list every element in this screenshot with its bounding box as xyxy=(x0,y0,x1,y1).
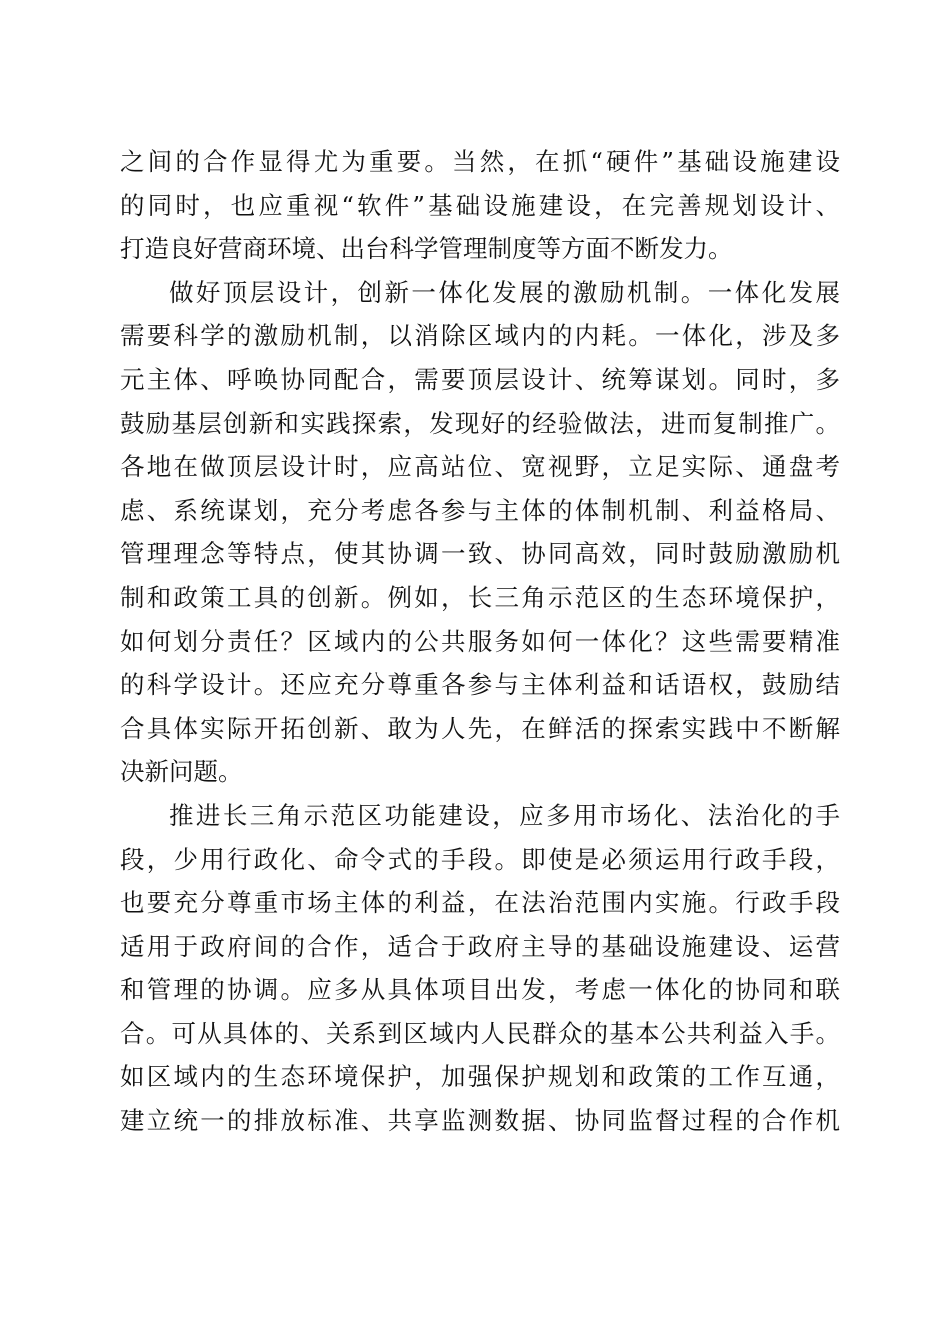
text-line: 制和政策工具的创新。例如，长三角示范区的生态环境保护， xyxy=(120,582,840,612)
text-line: 合具体实际开拓创新、敢为人先，在鲜活的探索实践中不断解 xyxy=(120,713,840,743)
text-line: 鼓励基层创新和实践探索，发现好的经验做法，进而复制推广。 xyxy=(120,408,840,438)
text-line: 如区域内的生态环境保护，加强保护规划和政策的工作互通， xyxy=(120,1062,840,1092)
text-line: 也要充分尊重市场主体的利益，在法治范围内实施。行政手段 xyxy=(120,888,840,918)
text-line: 合。可从具体的、关系到区域内人民群众的基本公共利益入手。 xyxy=(120,1018,840,1048)
text-line: 打造良好营商环境、出台科学管理制度等方面不断发力。 xyxy=(120,234,733,264)
text-line: 推进长三角示范区功能建设，应多用市场化、法治化的手 xyxy=(169,800,840,830)
text-line: 适用于政府间的合作，适合于政府主导的基础设施建设、运营 xyxy=(120,931,840,961)
text-line: 段，少用行政化、命令式的手段。即使是必须运用行政手段， xyxy=(120,844,840,874)
text-line: 建立统一的排放标准、共享监测数据、协同监督过程的合作机 xyxy=(120,1106,840,1136)
text-line: 各地在做顶层设计时，应高站位、宽视野，立足实际、通盘考 xyxy=(120,452,840,482)
text-line: 决新问题。 xyxy=(120,757,243,787)
text-line: 管理理念等特点，使其协调一致、协同高效，同时鼓励激励机 xyxy=(120,539,840,569)
text-line: 之间的合作显得尤为重要。当然，在抓“硬件”基础设施建设 xyxy=(120,147,840,176)
text-line: 元主体、呼唤协同配合，需要顶层设计、统筹谋划。同时，多 xyxy=(120,364,840,394)
text-line: 和管理的协调。应多从具体项目出发，考虑一体化的协同和联 xyxy=(120,975,840,1005)
text-line: 需要科学的激励机制，以消除区域内的内耗。一体化，涉及多 xyxy=(120,321,840,351)
text-line: 虑、系统谋划，充分考虑各参与主体的体制机制、利益格局、 xyxy=(120,495,840,525)
text-line: 做好顶层设计，创新一体化发展的激励机制。一体化发展 xyxy=(169,277,840,307)
document-body xyxy=(120,140,840,1143)
text-line: 的科学设计。还应充分尊重各参与主体利益和话语权，鼓励结 xyxy=(120,670,840,700)
text-line: 如何划分责任？区域内的公共服务如何一体化？这些需要精准 xyxy=(120,626,840,656)
text-line: 的同时，也应重视“软件”基础设施建设，在完善规划设计、 xyxy=(120,190,840,220)
